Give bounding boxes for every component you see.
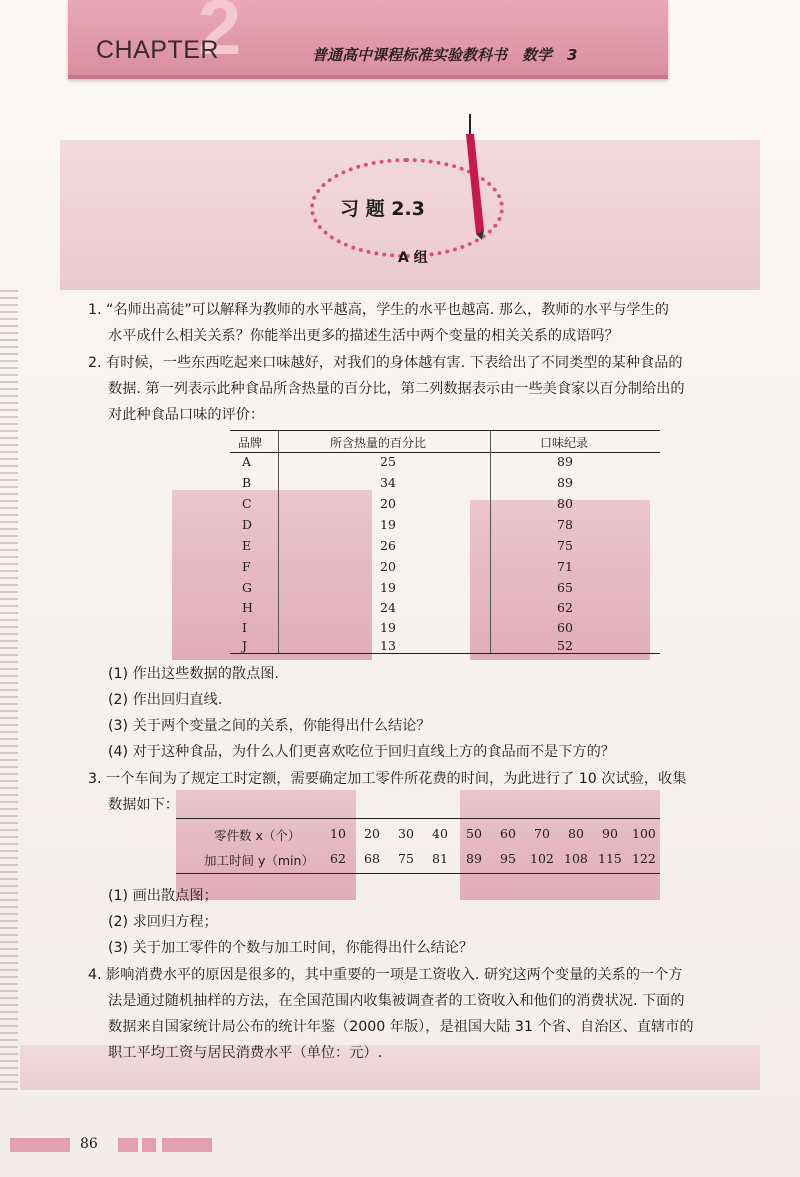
q2-subquestion: (4) 对于这种食品，为什么人们更喜欢吃位于回归直线上方的食品而不是下方的？ bbox=[108, 744, 615, 760]
table-cell: 40 bbox=[432, 826, 448, 841]
table-cell: 25 bbox=[380, 454, 396, 469]
chapter-header bbox=[68, 0, 668, 79]
table-cell: 81 bbox=[432, 851, 448, 866]
table-row-label: 加工时间 y（min） bbox=[204, 853, 314, 868]
table-cell: A bbox=[242, 454, 252, 469]
table-cell: 78 bbox=[557, 517, 573, 532]
table-divider bbox=[278, 431, 279, 653]
table-cell: 115 bbox=[598, 851, 622, 866]
table-header: 品牌 bbox=[238, 436, 263, 450]
table-cell: C bbox=[242, 496, 252, 511]
table-cell: 70 bbox=[534, 826, 550, 841]
table-cell: 19 bbox=[380, 580, 396, 595]
table-rule bbox=[230, 653, 660, 654]
q2-subquestion: (2) 作出回归直线. bbox=[108, 692, 223, 708]
table-cell: 122 bbox=[632, 851, 656, 866]
q4-line: 数据来自国家统计局公布的统计年鉴（2000 年版），是祖国大陆 31 个省、自治区、直辖市的 bbox=[108, 1019, 694, 1035]
table-cell: 10 bbox=[330, 826, 346, 841]
table-cell: 90 bbox=[602, 826, 618, 841]
table-cell: 34 bbox=[380, 475, 396, 490]
background-block bbox=[460, 790, 660, 900]
exercise-title: 习 题 2.3 bbox=[340, 198, 425, 220]
q2-subquestion: (3) 关于两个变量之间的关系，你能得出什么结论？ bbox=[108, 718, 431, 734]
q2-line: 对此种食品口味的评价： bbox=[108, 407, 265, 423]
table-cell: 13 bbox=[380, 638, 396, 653]
q2-line: 数据. 第一列表示此种食品所含热量的百分比，第二列数据表示由一些美食家以百分制给出的 bbox=[108, 381, 685, 397]
table-cell: 89 bbox=[466, 851, 482, 866]
table-divider bbox=[490, 431, 491, 653]
table-cell: 100 bbox=[632, 826, 656, 841]
table-cell: F bbox=[242, 559, 251, 574]
table-cell: I bbox=[242, 620, 247, 635]
q3-subquestion: (3) 关于加工零件的个数与加工时间，你能得出什么结论？ bbox=[108, 940, 474, 956]
table-header: 所含热量的百分比 bbox=[330, 436, 427, 450]
footer-bar bbox=[118, 1138, 138, 1152]
table-cell: 75 bbox=[398, 851, 414, 866]
table-cell: 30 bbox=[398, 826, 414, 841]
table-cell: 52 bbox=[557, 638, 573, 653]
table-cell: H bbox=[242, 600, 253, 615]
table-rule bbox=[230, 430, 660, 431]
table-rule bbox=[176, 818, 660, 819]
table-cell: 68 bbox=[364, 851, 380, 866]
q2-subquestion: (1) 作出这些数据的散点图. bbox=[108, 666, 279, 682]
left-edge-marks bbox=[0, 290, 18, 1090]
table-cell: 26 bbox=[380, 538, 396, 553]
table-cell: 50 bbox=[466, 826, 482, 841]
footer-bar bbox=[10, 1138, 70, 1152]
table-cell: 62 bbox=[330, 851, 346, 866]
table-cell: 65 bbox=[557, 580, 573, 595]
q3-line: 3. 一个车间为了规定工时定额，需要确定加工零件所花费的时间，为此进行了 10 次试验，收集 bbox=[88, 771, 687, 787]
background-block bbox=[176, 790, 356, 900]
table-cell: 95 bbox=[500, 851, 516, 866]
q4-line: 法是通过随机抽样的方法，在全国范围内收集被调查者的工资收入和他们的消费状况. 下面的 bbox=[108, 993, 685, 1009]
q3-line: 数据如下： bbox=[108, 797, 179, 813]
table-cell: 20 bbox=[380, 496, 396, 511]
chapter-word: CHAPTER bbox=[96, 36, 219, 64]
table-cell: 75 bbox=[557, 538, 573, 553]
table-cell: B bbox=[242, 475, 252, 490]
table-cell: G bbox=[242, 580, 252, 595]
table-cell: 102 bbox=[530, 851, 554, 866]
table-cell: J bbox=[242, 638, 248, 653]
table-cell: 20 bbox=[364, 826, 380, 841]
table-rule bbox=[230, 452, 660, 453]
table-cell: 19 bbox=[380, 620, 396, 635]
table-cell: 60 bbox=[557, 620, 573, 635]
table-row-label: 零件数 x（个） bbox=[214, 828, 301, 843]
table-cell: 80 bbox=[557, 496, 573, 511]
table-header: 口味纪录 bbox=[540, 436, 589, 450]
group-label: A 组 bbox=[398, 250, 428, 266]
table-cell: 60 bbox=[500, 826, 516, 841]
chapter-number: 2 bbox=[198, 0, 240, 71]
table-cell: E bbox=[242, 538, 252, 553]
table-cell: 89 bbox=[557, 454, 573, 469]
q3-subquestion: (2) 求回归方程； bbox=[108, 914, 218, 930]
q1-line: 水平成什么相关关系？你能举出更多的描述生活中两个变量的相关关系的成语吗？ bbox=[108, 328, 619, 344]
table-rule bbox=[176, 873, 660, 874]
footer-bar bbox=[162, 1138, 212, 1152]
series-title: 普通高中课程标准实验教科书 数学 3 bbox=[312, 46, 578, 64]
q4-line: 4. 影响消费水平的原因是很多的，其中重要的一项是工资收入. 研究这两个变量的关系的一个方 bbox=[88, 967, 683, 983]
table-cell: 24 bbox=[380, 600, 396, 615]
table-cell: 80 bbox=[568, 826, 584, 841]
q1-line: 1. “名师出高徒”可以解释为教师的水平越高，学生的水平也越高. 那么，教师的水平与学生的 bbox=[88, 302, 669, 318]
q3-subquestion: (1) 画出散点图； bbox=[108, 888, 218, 904]
table-cell: 89 bbox=[557, 475, 573, 490]
table-cell: D bbox=[242, 517, 253, 532]
pencil-icon bbox=[462, 112, 488, 242]
q4-line: 职工平均工资与居民消费水平（单位：元）. bbox=[108, 1045, 383, 1061]
table-cell: 71 bbox=[557, 559, 573, 574]
background-block bbox=[172, 490, 372, 660]
table-cell: 108 bbox=[564, 851, 588, 866]
table-cell: 62 bbox=[557, 600, 573, 615]
q2-line: 2. 有时候，一些东西吃起来口味越好，对我们的身体越有害. 下表给出了不同类型的某种食品的 bbox=[88, 355, 683, 371]
footer-bar bbox=[142, 1138, 156, 1152]
table-cell: 19 bbox=[380, 517, 396, 532]
page-number: 86 bbox=[80, 1136, 98, 1152]
table-cell: 20 bbox=[380, 559, 396, 574]
